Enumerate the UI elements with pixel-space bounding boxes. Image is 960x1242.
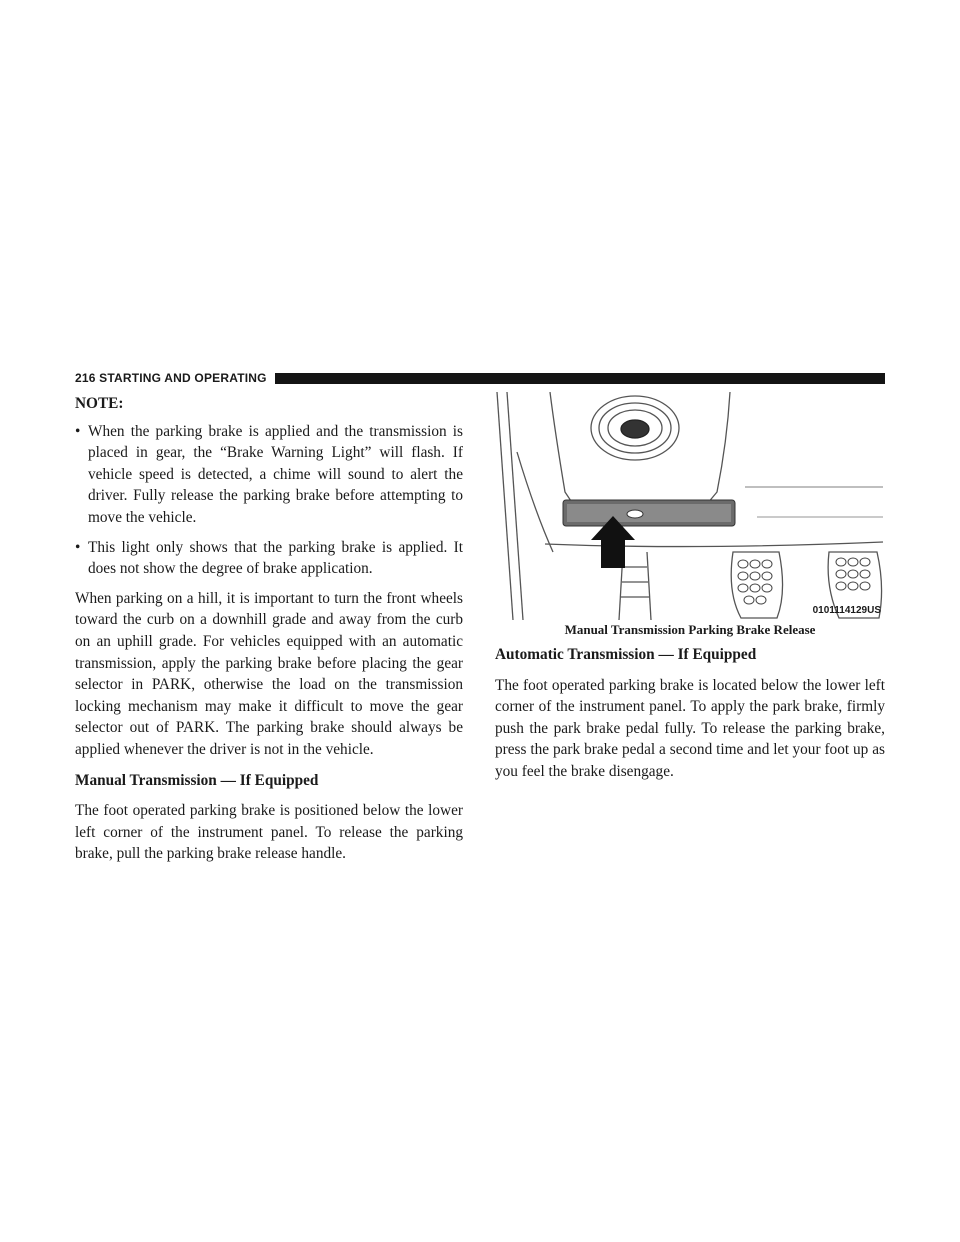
figure-code: 0101114129US [812, 605, 881, 616]
automatic-transmission-text: The foot operated parking brake is located below the lower left corner of the instrument panel. To apply the park brake, firmly push the park brake pedal fully. To release the parking brake, press the park brake pedal a second time and let your foot up as you feel the brake disengage. [495, 676, 885, 780]
manual-transmission-text: The foot operated parking brake is positioned below the lower left corner of the instrument panel. To release the parking brake, pull the parking brake release handle. [75, 802, 463, 863]
bullet-text: This light only shows that the parking brake is applied. It does not show the degree of brake application. [88, 538, 463, 578]
note-title: NOTE: [75, 395, 124, 412]
page-header [75, 370, 885, 386]
left-column [75, 393, 463, 865]
list-item [75, 421, 463, 529]
bullet-icon: • [75, 538, 81, 556]
list-item [75, 537, 463, 580]
hill-parking-paragraph: When parking on a hill, it is important to turn the front wheels toward the curb on a downhill grade and away from the curb on an uphill grade. For vehicles equipped with an automatic transmission, apply the parking brake before placing the gear selector in PARK, otherwise the load on the transmission locking mechanism may make it difficult to move the gear selector out of PARK. The parking brake should always be applied whenever the driver is not in the vehicle. [75, 589, 463, 758]
parking-brake-release-illustration [495, 392, 885, 620]
bullet-icon: • [75, 422, 81, 440]
header-rule [275, 373, 885, 384]
figure-caption: Manual Transmission Parking Brake Release [564, 622, 816, 637]
page-number-section: 216 STARTING AND OPERATING [75, 371, 267, 385]
bullet-text: When the parking brake is applied and the transmission is placed in gear, the “Brake Warning Light” will flash. If vehicle speed is detected, a chime will sound to alert the driver. Fully release the parking brake before attempting to move the vehicle. [88, 422, 463, 526]
illustration-svg [495, 392, 885, 620]
automatic-transmission-heading: Automatic Transmission — If Equipped [495, 646, 757, 663]
right-column [495, 644, 885, 783]
manual-transmission-heading: Manual Transmission — If Equipped [75, 771, 319, 789]
